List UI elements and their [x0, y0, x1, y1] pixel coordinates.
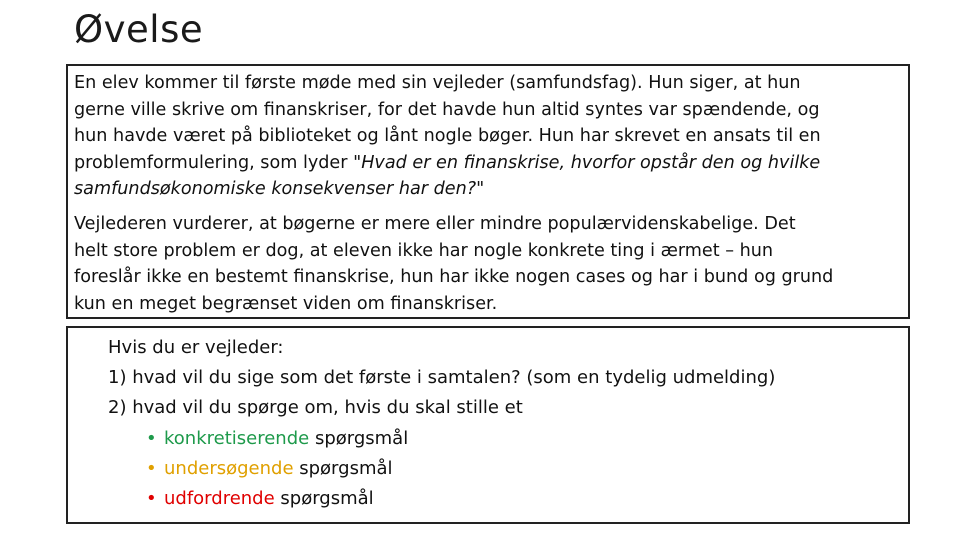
case-p2-line: Vejlederen vurderer, at bøgerne er mere eller mindre populærvidenskabelige. Det — [74, 213, 796, 234]
bullet-marker: • — [146, 457, 157, 479]
case-p2-line: kun en meget begrænset viden om finanskriser. — [74, 293, 498, 314]
list-item — [146, 454, 902, 484]
question-type-list — [108, 424, 902, 515]
bullet-rest: spørgsmål — [293, 457, 393, 479]
list-item — [146, 424, 902, 454]
keyword-udfordrende: udfordrende — [164, 488, 275, 510]
keyword-konkretiserende: konkretiserende — [164, 427, 310, 449]
case-p1-line: gerne ville skrive om finanskriser, for det havde hun altid syntes var spændende, og — [74, 99, 820, 120]
list-item — [146, 484, 902, 514]
case-p1-line: En elev kommer til første møde med sin vejleder (samfundsfag). Hun siger, at hun — [74, 73, 801, 93]
question-2: 2) hvad vil du spørge om, hvis du skal stille et — [108, 397, 523, 419]
case-description-box — [66, 64, 910, 319]
case-p2-line: foreslår ikke en bestemt finanskrise, hun har ikke nogen cases og har i bund og grund — [74, 267, 834, 288]
bullet-marker: • — [146, 488, 157, 510]
quote-close: " — [476, 179, 485, 200]
problem-formulation-quote: Hvad er en finanskrise, hvorfor opstår den og hvilke — [361, 152, 821, 173]
bullet-rest: spørgsmål — [309, 427, 409, 449]
slide-title: Øvelse — [74, 8, 204, 51]
questions-intro: Hvis du er vejleder: — [108, 337, 284, 358]
problem-formulation-quote-cont: samfundsøkonomiske konsekvenser har den? — [74, 179, 477, 200]
case-p1-line — [74, 150, 902, 177]
question-1: 1) hvad vil du sige som det første i samtalen? (som en tydelig udmelding) — [108, 367, 776, 389]
keyword-undersoegende: undersøgende — [164, 457, 294, 479]
bullet-rest: spørgsmål — [274, 488, 374, 510]
case-paragraph-1 — [74, 70, 902, 203]
bullet-marker: • — [146, 427, 157, 449]
questions-box — [66, 326, 910, 524]
case-p1-line — [74, 176, 902, 203]
case-p1-line: hun havde været på biblioteket og lånt nogle bøger. Hun har skrevet en ansats til en — [74, 126, 821, 147]
case-paragraph-2 — [74, 211, 902, 317]
problem-formulation-lead: problemformulering, som lyder " — [74, 152, 362, 173]
case-p2-line: helt store problem er dog, at eleven ikke har nogle konkrete ting i ærmet – hun — [74, 240, 774, 261]
